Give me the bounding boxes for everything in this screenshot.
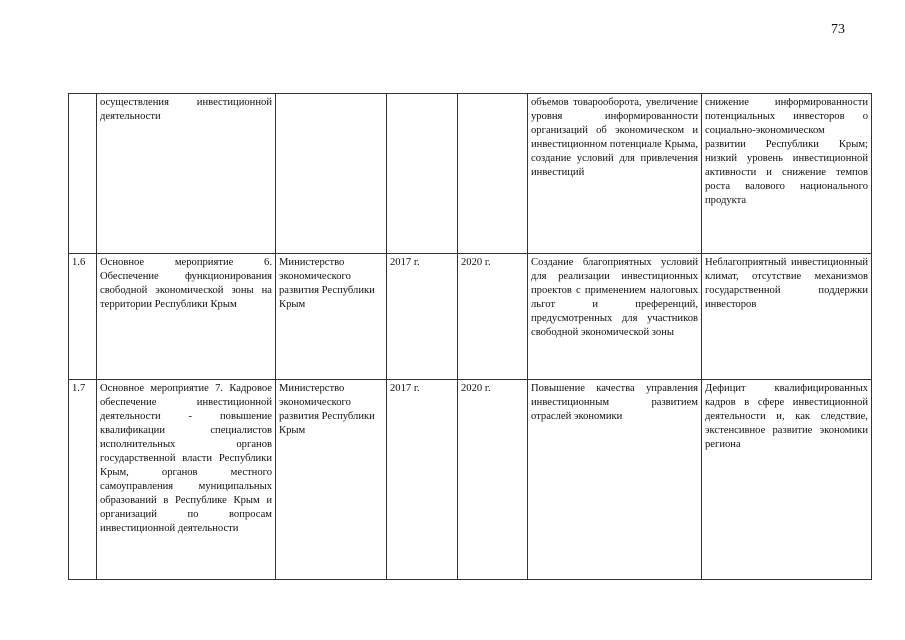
row-number: 1.6 bbox=[69, 254, 97, 380]
start-year-cell bbox=[387, 94, 458, 254]
measure-cell: осуществления инвестиционной деятельности bbox=[97, 94, 276, 254]
executor-cell: Министерство экономического развития Республики Крым bbox=[276, 380, 387, 580]
end-year-cell: 2020 г. bbox=[458, 254, 528, 380]
table-row bbox=[69, 94, 872, 254]
end-year-cell: 2020 г. bbox=[458, 380, 528, 580]
result-cell: Создание благоприятных условий для реализации инвестиционных проектов с применением налоговых льгот и преференций, предусмотренных для участников свободной экономической зоны bbox=[528, 254, 702, 380]
measure-cell: Основное мероприятие 6. Обеспечение функционирования свободной экономической зоны на территории Республики Крым bbox=[97, 254, 276, 380]
program-measures-table bbox=[68, 93, 872, 580]
consequences-cell: снижение информированности потенциальных инвесторов о социально-экономическом развитии Республики Крым; низкий уровень инвестиционной активности и снижение темпов роста валового национального продукта bbox=[702, 94, 872, 254]
executor-cell: Министерство экономического развития Республики Крым bbox=[276, 254, 387, 380]
measure-cell: Основное мероприятие 7. Кадровое обеспечение инвестиционной деятельности - повышение квалификации специалистов исполнительных органов государственной власти Республики Крым, органов местного самоуправления муниципальных образований в Республике Крым и организаций по вопросам инвестиционной деятельности bbox=[97, 380, 276, 580]
consequences-cell: Неблагоприятный инвестиционный климат, отсутствие механизмов государственной поддержки инвесторов bbox=[702, 254, 872, 380]
result-cell: Повышение качества управления инвестиционным развитием отраслей экономики bbox=[528, 380, 702, 580]
table-row bbox=[69, 380, 872, 580]
table-row bbox=[69, 254, 872, 380]
row-number: 1.7 bbox=[69, 380, 97, 580]
result-cell: объемов товарооборота, увеличение уровня информированности организаций об экономическом и инвестиционном потенциале Крыма, создание условий для привлечения инвестиций bbox=[528, 94, 702, 254]
executor-cell bbox=[276, 94, 387, 254]
start-year-cell: 2017 г. bbox=[387, 380, 458, 580]
start-year-cell: 2017 г. bbox=[387, 254, 458, 380]
row-number bbox=[69, 94, 97, 254]
page-number: 73 bbox=[831, 22, 845, 37]
consequences-cell: Дефицит квалифицированных кадров в сфере инвестиционной деятельности и, как следствие, экстенсивное развитие экономики региона bbox=[702, 380, 872, 580]
end-year-cell bbox=[458, 94, 528, 254]
